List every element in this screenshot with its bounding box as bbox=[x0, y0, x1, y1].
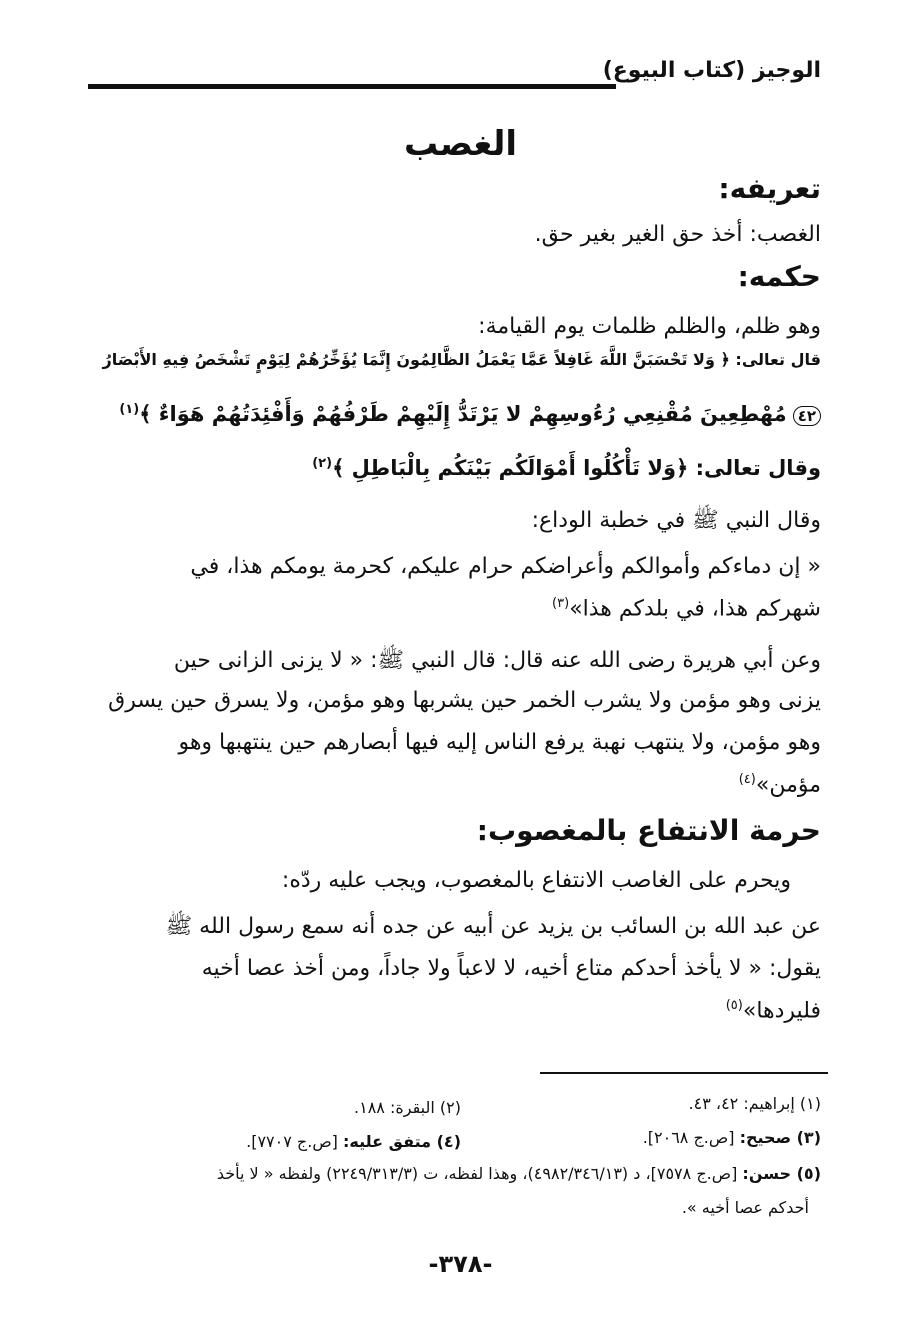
footnote-3 bbox=[643, 1128, 821, 1147]
hadith-3-line-3 bbox=[726, 998, 821, 1023]
hadith-1-text: شهركم هذا، في بلدكم هذا» bbox=[569, 596, 821, 622]
definition-text: الغصب: أخذ حق الغير بغير حق. bbox=[534, 222, 821, 247]
footnote-1: (١) إبراهيم: ٤٢، ٤٣. bbox=[688, 1094, 821, 1113]
hadith-1-line-1: « إن دماءكم وأموالكم وأعراضكم حرام عليكم، كحرمة يومكم هذا، في bbox=[190, 554, 821, 579]
hadith-3-line-2: يقول: « لا يأخذ أحدكم متاع أخيه، لا لاعباً ولا جاداً، ومن أخذ عصا أخيه bbox=[201, 956, 821, 981]
quran-verse-1-line-2 bbox=[119, 402, 821, 426]
footnote-ref-4: (٤) bbox=[738, 772, 756, 787]
page-number: -٣٧٨- bbox=[428, 1250, 493, 1278]
hadith-2-text: مؤمن» bbox=[755, 772, 821, 798]
footnote-4-label: (٤) متفق عليه: bbox=[343, 1132, 461, 1151]
hadith-3-line-1: عن عبد الله بن السائب بن يزيد عن أبيه عن جده أنه سمع رسول الله ﷺ bbox=[165, 914, 821, 939]
footnote-3-label: (٣) صحيح: bbox=[739, 1128, 821, 1147]
footnote-2: (٢) البقرة: ١٨٨. bbox=[354, 1098, 461, 1117]
footnote-4-text: [ص.ج ٧٧٠٧]. bbox=[246, 1132, 338, 1151]
ruling-line: وهو ظلم، والظلم ظلمات يوم القيامة: bbox=[478, 314, 821, 339]
footnote-ref-5: (٥) bbox=[725, 998, 743, 1013]
hadith-2-line-3: وهو مؤمن، ولا ينتهب نهبة يرفع الناس إليه فيها أبصارهم حين ينتهبها وهو bbox=[178, 730, 821, 755]
footnote-ref-3: (٣) bbox=[552, 596, 570, 611]
ayah-number: ٤٢ bbox=[793, 406, 821, 426]
ruling-heading: حكمه: bbox=[737, 260, 821, 293]
quran-verse-2-text: وقال تعالى: ﴿وَلا تَأْكُلُوا أَمْوَالَكُم بَيْنَكُم بِالْبَاطِلِ ﴾ bbox=[332, 456, 821, 480]
footnote-5 bbox=[217, 1164, 821, 1183]
footnote-ref-2: (٢) bbox=[312, 456, 333, 471]
usage-heading: حرمة الانتفاع بالمغصوب: bbox=[476, 814, 821, 847]
footnote-5-text: [ص.ج ٧٥٧٨]، د (٤٩٨٢/٣٤٦/١٣)، وهذا لفظه، ت (٢٢٤٩/٣١٣/٣) ولفظه « لا يأخذ bbox=[216, 1164, 738, 1183]
footnote-rule bbox=[540, 1072, 828, 1074]
quran-verse-1-text: مُهْطِعِينَ مُقْنِعِي رُءُوسِهِمْ لا يَرْتَدُّ إِلَيْهِمْ طَرْفُهُمْ وَأَفْئِدَتُهُمْ هَوَاءٌ ﴾ bbox=[139, 402, 787, 426]
footnote-5-continued: أحدكم عصا أخيه ». bbox=[681, 1198, 809, 1217]
hadith-1-line-2 bbox=[552, 596, 821, 621]
hadith-intro: وقال النبي ﷺ في خطبة الوداع: bbox=[531, 508, 821, 533]
quran-verse-1-line-1: قال تعالى: ﴿ وَلا تَحْسَبَنَّ اللَّهَ غَافِلاً عَمَّا يَعْمَلُ الظَّالِمُونَ إِنَّمَا يُؤَخِّرُهُمْ لِيَوْمٍ تَشْخَصُ فِيهِ الأَبْصَارُ bbox=[102, 350, 821, 369]
footnote-3-text: [ص.ج ٢٠٦٨]. bbox=[642, 1128, 735, 1147]
quran-verse-2 bbox=[312, 456, 821, 480]
hadith-2-line-2: يزنى وهو مؤمن ولا يشرب الخمر حين يشربها وهو مؤمن، ولا يسرق حين يسرق bbox=[108, 688, 821, 713]
footnote-4 bbox=[246, 1132, 461, 1151]
definition-heading: تعريفه: bbox=[718, 172, 821, 205]
running-header: الوجيز (كتاب البيوع) bbox=[602, 58, 821, 83]
chapter-title: الغصب bbox=[403, 124, 518, 164]
header-rule bbox=[88, 84, 616, 89]
hadith-2-line-4 bbox=[739, 772, 821, 797]
hadith-3-text: فليردها» bbox=[742, 998, 821, 1024]
usage-line: ويحرم على الغاصب الانتفاع بالمغصوب، ويجب عليه ردّه: bbox=[281, 868, 791, 893]
hadith-2-line-1: وعن أبي هريرة رضى الله عنه قال: قال النبي ﷺ: « لا يزنى الزانى حين bbox=[173, 648, 821, 673]
footnote-ref-1: (١) bbox=[119, 402, 140, 417]
footnote-5-label: (٥) حسن: bbox=[742, 1164, 821, 1183]
